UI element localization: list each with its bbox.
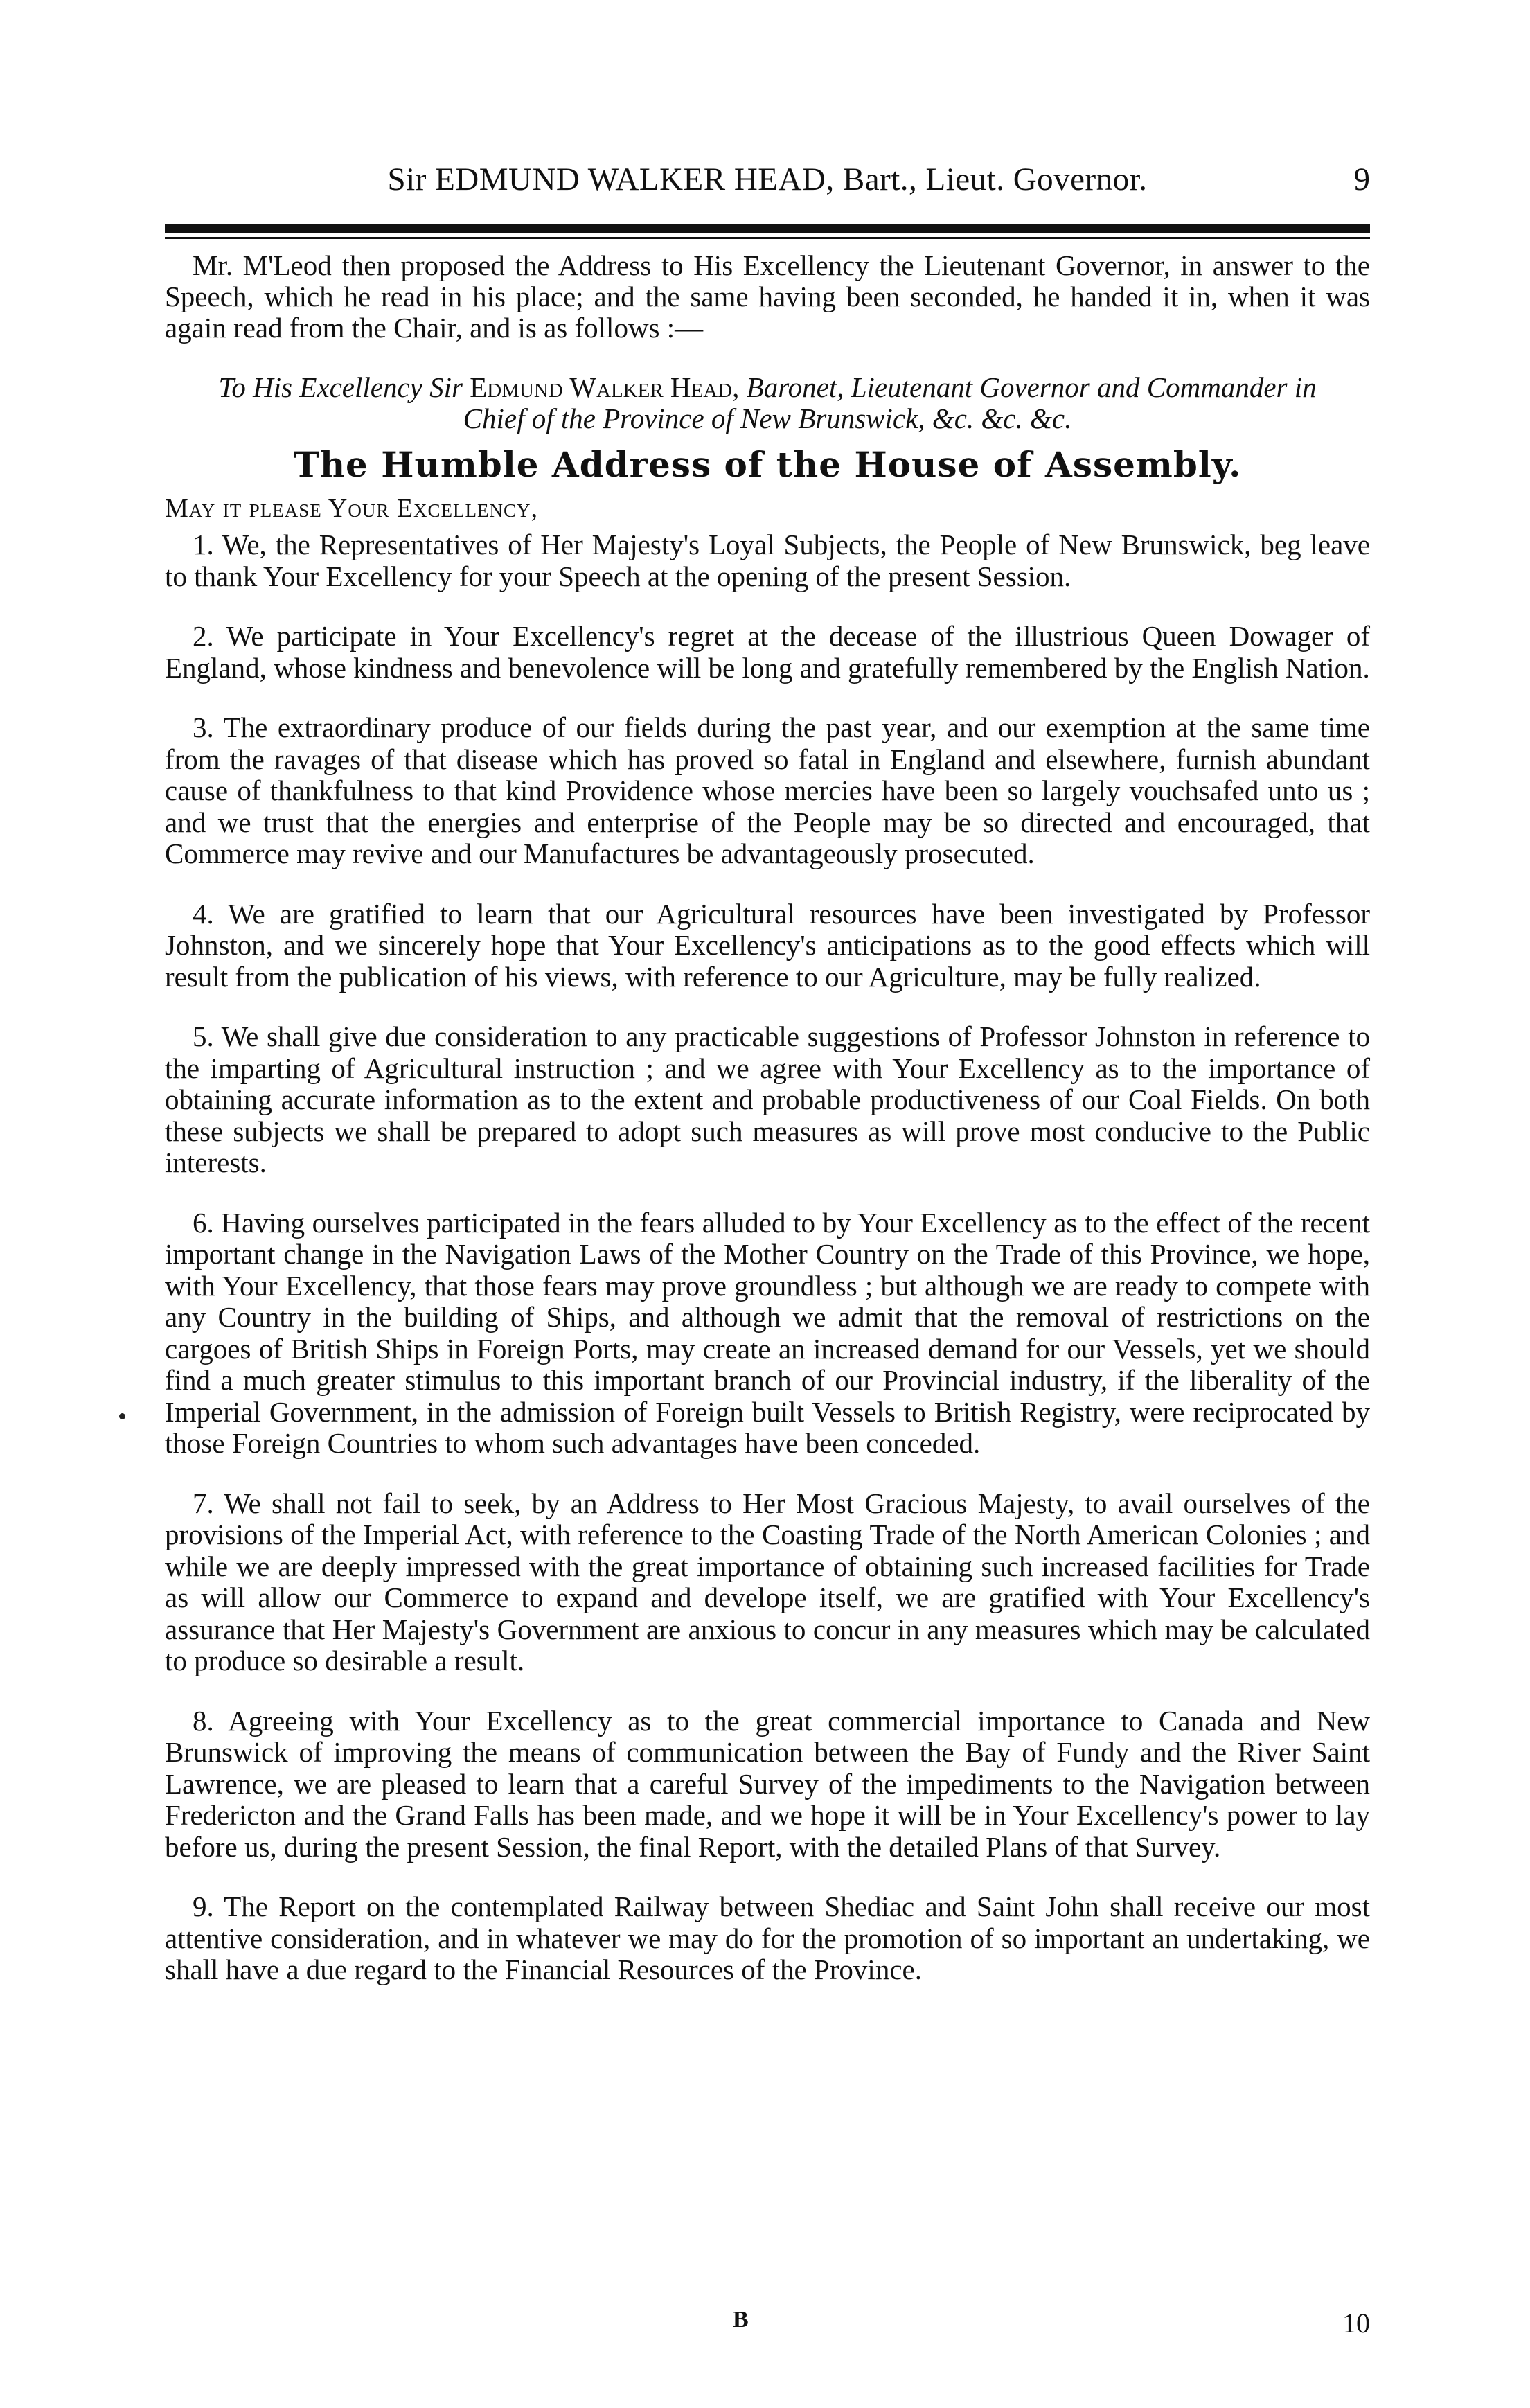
numbered-paragraph: 7. We shall not fail to seek, by an Address to Her Most Gracious Majesty, to avail ourselves of the provisions of the Imperial Act, with reference to the Coasting Trade of the North American Colonies ; and while we are deeply impressed with the great importance of obtaining such increased facilities for Trade as will allow our Commerce to expand and develope itself, we are gratified with Your Excellency's assurance that Her Majesty's Government are anxious to concur in any measures which may be calculated to produce so desirable a result.	[165, 1487, 1370, 1676]
running-title: Sir EDMUND WALKER HEAD, Bart., Lieut. Governor.	[387, 161, 1148, 197]
header-rule-thin	[165, 237, 1370, 239]
address-body	[165, 529, 1370, 1986]
numbered-paragraph: 1. We, the Representatives of Her Majesty's Loyal Subjects, the People of New Brunswick, beg leave to thank Your Excellency for your Speech at the opening of the present Session.	[165, 529, 1370, 592]
salutation: May it please Your Excellency,	[165, 494, 539, 523]
address-name: Edmund Walker Head,	[470, 371, 740, 403]
page-footer	[165, 2307, 1370, 2348]
numbered-paragraph: 8. Agreeing with Your Excellency as to the great commercial importance to Canada and New Brunswick of improving the means of communication between the Bay of Fundy and the River Saint Lawrence, we are pleased to learn that a careful Survey of the impediments to the Navigation between Fredericton and the Grand Falls has been made, and we hope it will be in Your Excellency's power to lay before us, during the present Session, the final Report, with the detailed Plans of that Survey.	[165, 1704, 1370, 1863]
address-recipient	[165, 372, 1370, 434]
numbered-paragraph: 5. We shall give due consideration to any practicable suggestions of Professor Johnston in reference to the imparting of Agricultural instruction ; and we agree with Your Excellency as to the importance of obtaining accurate information as to the extent and probable productiveness of our Coal Fields. On both these subjects we shall be prepared to adopt such measures as will prove most conducive to the Public interests.	[165, 1020, 1370, 1178]
running-head	[165, 161, 1370, 209]
address-prefix: To His Excellency Sir	[218, 371, 463, 403]
margin-mark	[119, 1413, 125, 1419]
address-title: The Humble Address of the House of Assembly.	[293, 444, 1242, 485]
numbered-paragraph: 3. The extraordinary produce of our fields during the past year, and our exemption at the same time from the ravages of that disease which has proved so fatal in England and elsewhere, furnish abundant cause of thankfulness to that kind Providence whose mercies have been so largely vouchsafed unto us ; and we trust that the energies and enterprise of the People may be so directed and encouraged, that Commerce may revive and our Manufactures be advantageously prosecuted.	[165, 711, 1370, 869]
page-number: 9	[1353, 161, 1370, 197]
numbered-paragraph: 9. The Report on the contemplated Railway between Shediac and Saint John shall receive our most attentive consideration, and in whatever we may do for the promotion of so important an undertaking, we shall have a due regard to the Financial Resources of the Province.	[165, 1891, 1370, 1985]
numbered-paragraph: 4. We are gratified to learn that our Agricultural resources have been investigated by Professor Johnston, and we sincerely hope that Your Excellency's anticipations as to the good effects which will result from the publication of his views, with reference to our Agriculture, may be fully realized.	[165, 897, 1370, 993]
numbered-paragraph: 2. We participate in Your Excellency's regret at the decease of the illustrious Queen Dowager of England, whose kindness and benevolence will be long and gratefully remembered by the English Nation.	[165, 620, 1370, 684]
signature-mark: B	[733, 2307, 749, 2332]
intro-paragraph: Mr. M'Leod then proposed the Address to His Excellency the Lieutenant Governor, in answer to the Speech, which he read in his place; and the same having been seconded, he handed it in, when it was again read from the Chair, and is as follows :—	[165, 249, 1370, 344]
catchword: 10	[1342, 2308, 1370, 2339]
address-rest: Baronet, Lieutenant Governor and Commander in Chief of the Province of New Brunswick, &c. &c. &c.	[463, 371, 1317, 434]
numbered-paragraph: 6. Having ourselves participated in the fears alluded to by Your Excellency as to the effect of the recent important change in the Navigation Laws of the Mother Country on the Trade of this Province, we hope, with Your Excellency, that those fears may prove groundless ; but although we are ready to compete with any Country in the building of Ships, and although we admit that the removal of restrictions on the cargoes of British Ships in Foreign Ports, may create an increased demand for our Vessels, yet we should find a much greater stimulus to this important branch of our Provincial industry, if the liberality of the Imperial Government, in the admission of Foreign built Vessels to British Registry, were reciprocated by those Foreign Countries to whom such advantages have been conceded.	[165, 1206, 1370, 1459]
header-rule-thick	[165, 224, 1370, 233]
page	[165, 161, 1370, 2015]
